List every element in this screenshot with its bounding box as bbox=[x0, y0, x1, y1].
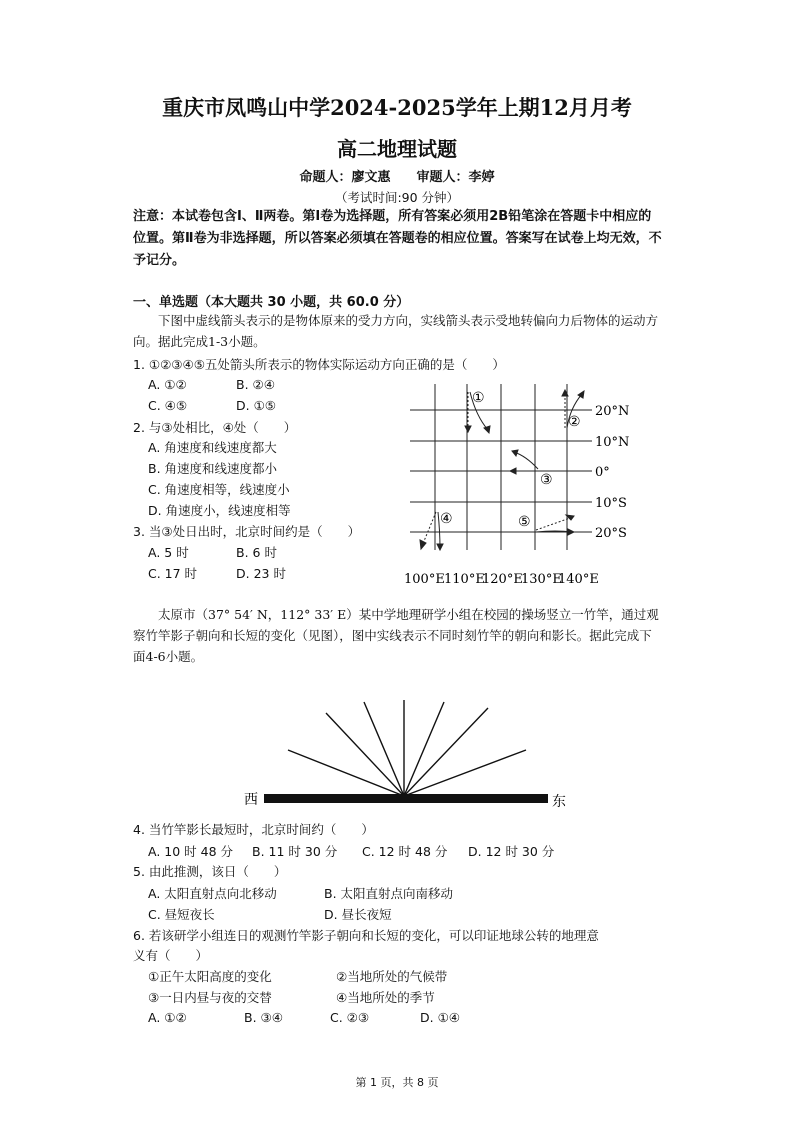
q1-option-d: D. ①⑤ bbox=[236, 398, 276, 413]
exam-notice: 注意：本试卷包含Ⅰ、Ⅱ两卷。第Ⅰ卷为选择题，所有答案必须用2B铅笔涂在答题卡中相应的位置。第Ⅱ卷为非选择题，所以答案必须填在答题卷的相应位置。答案写在试卷上均无效，不予记分。 bbox=[133, 209, 662, 268]
q6-item-2: ②当地所处的气候带 bbox=[336, 969, 448, 984]
lat-label: 20°N bbox=[595, 404, 630, 419]
q6-option-c: C. ②③ bbox=[330, 1010, 370, 1025]
q6-option-a: A. ①② bbox=[148, 1010, 187, 1025]
lon-label: 110°E bbox=[444, 572, 485, 587]
lat-label: 20°S bbox=[595, 526, 627, 541]
east-label: 东 bbox=[552, 794, 566, 810]
q2-option-d: D. 角速度小，线速度相等 bbox=[148, 503, 291, 518]
lon-label: 120°E bbox=[482, 572, 523, 587]
q6-item-4: ④当地所处的季节 bbox=[336, 990, 435, 1005]
west-label: 西 bbox=[244, 792, 258, 808]
q5-option-b: B. 太阳直射点向南移动 bbox=[324, 886, 454, 901]
q4-option-d: D. 12 时 30 分 bbox=[468, 844, 555, 859]
q5-option-a: A. 太阳直射点向北移动 bbox=[148, 886, 277, 901]
q4-option-a: A. 10 时 48 分 bbox=[148, 844, 234, 859]
authors-line: 命题人：廖文惠 审题人：李婷 bbox=[299, 170, 495, 185]
lon-label: 140°E bbox=[558, 572, 599, 587]
intro-paragraph-2: 太原市（37° 54′ N，112° 33′ E）某中学地理研学小组在校园的操场竖立一竹竿，通过观察竹竿影子朝向和长短的变化（见图），图中实线表示不同时刻竹竿的朝向和影长。据此完成下面4-6小题。 bbox=[133, 607, 659, 664]
q2-option-c: C. 角速度相等，线速度小 bbox=[148, 482, 290, 497]
lon-label: 100°E bbox=[404, 572, 445, 587]
page-footer: 第 1 页，共 8 页 bbox=[355, 1076, 439, 1089]
q5-option-c: C. 昼短夜长 bbox=[148, 907, 215, 922]
q4-option-b: B. 11 时 30 分 bbox=[252, 844, 338, 859]
q3-option-d: D. 23 时 bbox=[236, 566, 286, 581]
question-3: 3. 当③处日出时，北京时间约是（ ） bbox=[133, 524, 361, 539]
question-4: 4. 当竹竿影长最短时，北京时间约（ ） bbox=[133, 822, 374, 837]
lat-label: 10°N bbox=[595, 435, 630, 450]
q1-option-b: B. ②④ bbox=[236, 377, 275, 392]
q6-item-1: ①正午太阳高度的变化 bbox=[148, 969, 272, 984]
question-2: 2. 与③处相比，④处（ ） bbox=[133, 420, 297, 435]
marker-2: ② bbox=[568, 414, 581, 430]
arrow-3 bbox=[510, 450, 538, 474]
marker-4: ④ bbox=[440, 511, 453, 527]
q4-option-c: C. 12 时 48 分 bbox=[362, 844, 448, 859]
shadow-figure bbox=[240, 700, 570, 810]
question-1: 1. ①②③④⑤五处箭头所表示的物体实际运动方向正确的是（ ） bbox=[133, 357, 505, 372]
exam-time: （考试时间:90 分钟） bbox=[334, 190, 460, 205]
exam-title: 重庆市凤鸣山中学2024-2025学年上期12月月考 bbox=[162, 95, 632, 120]
q2-option-b: B. 角速度和线速度都小 bbox=[148, 461, 278, 476]
lat-label: 10°S bbox=[595, 496, 627, 511]
lat-label: 0° bbox=[595, 465, 610, 480]
q1-option-c: C. ④⑤ bbox=[148, 398, 188, 413]
q3-option-c: C. 17 时 bbox=[148, 566, 198, 581]
marker-5: ⑤ bbox=[518, 514, 531, 530]
q1-option-a: A. ①② bbox=[148, 377, 187, 392]
marker-3: ③ bbox=[540, 472, 553, 488]
question-6: 6. 若该研学小组连日的观测竹竿影子朝向和长短的变化，可以印证地球公转的地理意 bbox=[133, 928, 599, 943]
lon-label: 130°E bbox=[521, 572, 562, 587]
question-5: 5. 由此推测，该日（ ） bbox=[133, 864, 287, 879]
intro-paragraph-1: 下图中虚线箭头表示的是物体原来的受力方向，实线箭头表示受地转偏向力后物体的运动方向。据此完成1-3小题。 bbox=[133, 313, 659, 349]
question-6-cont: 义有（ ） bbox=[133, 948, 209, 963]
lat-lon-grid-figure bbox=[400, 380, 640, 590]
q6-item-3: ③一日内昼与夜的交替 bbox=[148, 990, 272, 1005]
q2-option-a: A. 角速度和线速度都大 bbox=[148, 440, 277, 455]
q5-option-d: D. 昼长夜短 bbox=[324, 907, 392, 922]
exam-subtitle: 高二地理试题 bbox=[337, 137, 457, 161]
q6-option-d: D. ①④ bbox=[420, 1010, 460, 1025]
section-heading: 一、单选题（本大题共 30 小题，共 60.0 分） bbox=[133, 295, 410, 310]
q3-option-b: B. 6 时 bbox=[236, 545, 277, 560]
marker-1: ① bbox=[472, 390, 485, 406]
q6-option-b: B. ③④ bbox=[244, 1010, 283, 1025]
q3-option-a: A. 5 时 bbox=[148, 545, 189, 560]
